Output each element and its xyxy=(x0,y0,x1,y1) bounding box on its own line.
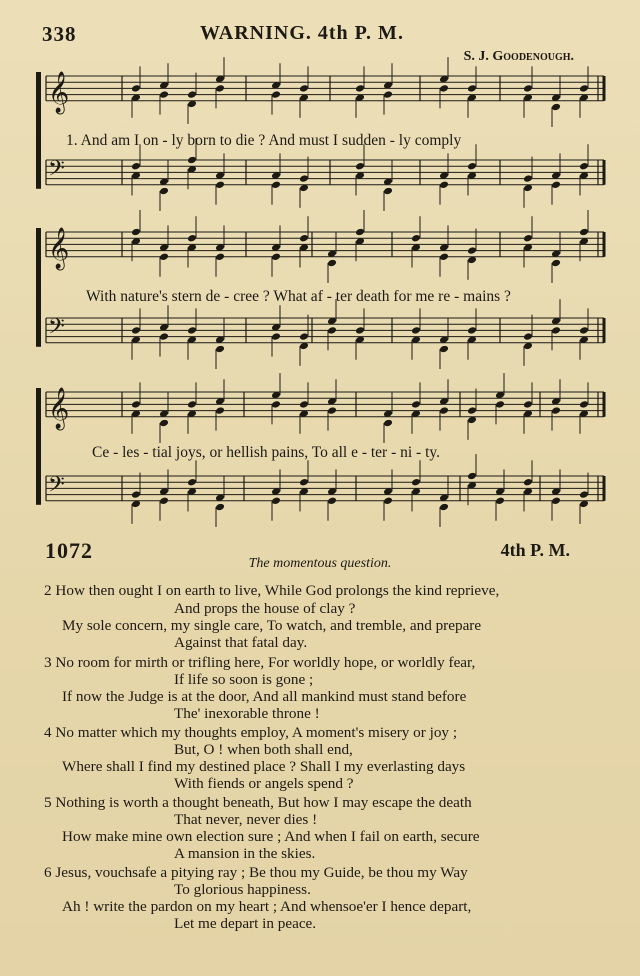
lyrics-line-3: Ce - les - tial joys, or hellish pains, To all e - ter - ni - ty. xyxy=(92,444,441,461)
notehead xyxy=(271,497,281,506)
notehead xyxy=(299,478,309,487)
notehead xyxy=(159,332,169,341)
notehead xyxy=(327,259,337,268)
notehead xyxy=(411,234,421,243)
notehead xyxy=(271,181,281,190)
notehead xyxy=(439,503,449,512)
notehead xyxy=(411,400,421,409)
notehead xyxy=(383,497,393,506)
notehead xyxy=(215,503,225,512)
notehead xyxy=(187,234,197,243)
notehead xyxy=(467,246,477,255)
bass-clef-icon: 𝄢 xyxy=(48,156,65,187)
verse-6-line-4: Let me depart in peace. xyxy=(174,915,317,932)
verse-2-line-3: My sole concern, my single care, To watch, and tremble, and prepare xyxy=(62,617,482,634)
notehead xyxy=(215,84,225,93)
notehead xyxy=(523,234,533,243)
notehead xyxy=(467,472,477,481)
verse-5-line-2: That never, never dies ! xyxy=(174,811,318,828)
notehead xyxy=(131,228,141,237)
notehead xyxy=(579,162,589,171)
notehead xyxy=(439,181,449,190)
notehead xyxy=(551,103,561,112)
system-bracket xyxy=(36,228,41,347)
bass-clef-icon: 𝄢 xyxy=(48,314,65,345)
notehead xyxy=(411,478,421,487)
tune-title: WARNING. 4th P. M. xyxy=(200,22,404,44)
notehead xyxy=(467,162,477,171)
notehead xyxy=(131,84,141,93)
verse-2-line-4: Against that fatal day. xyxy=(174,634,308,651)
notehead xyxy=(299,234,309,243)
verse-2-line-2: And props the house of clay ? xyxy=(174,600,356,617)
notehead xyxy=(579,84,589,93)
notehead xyxy=(579,326,589,335)
notehead xyxy=(355,162,365,171)
notehead xyxy=(551,406,561,415)
notehead xyxy=(131,326,141,335)
notehead xyxy=(215,181,225,190)
system-bracket xyxy=(36,388,41,505)
verse-3-line-4: The' inexorable throne ! xyxy=(174,705,320,722)
notehead xyxy=(355,228,365,237)
treble-clef-icon: 𝄞 xyxy=(48,227,70,269)
notehead xyxy=(131,162,141,171)
notehead xyxy=(187,90,197,99)
verse-6-line-2: To glorious happiness. xyxy=(174,881,311,898)
notehead xyxy=(215,253,225,262)
verse-4-line-4: With fiends or angels spend ? xyxy=(174,775,354,792)
system-bracket xyxy=(36,72,41,189)
notehead xyxy=(327,326,337,335)
notehead xyxy=(271,253,281,262)
verse-3-line-3: If now the Judge is at the door, And all mankind must stand before xyxy=(62,688,467,705)
notehead xyxy=(215,345,225,354)
notehead xyxy=(299,174,309,183)
treble-clef-icon: 𝄞 xyxy=(48,71,70,113)
notehead xyxy=(411,326,421,335)
notehead xyxy=(159,497,169,506)
notehead xyxy=(215,406,225,415)
notehead xyxy=(187,326,197,335)
verse-5-line-1: 5 Nothing is worth a thought beneath, But how I may escape the death xyxy=(44,794,472,811)
hymn-meter: 4th P. M. xyxy=(500,540,570,560)
notehead xyxy=(327,497,337,506)
notehead xyxy=(299,400,309,409)
bass-clef-icon: 𝄢 xyxy=(48,472,65,503)
verse-5-line-3: How make mine own election sure ; And when I fail on earth, secure xyxy=(62,828,480,845)
hymn-subtitle: The momentous question. xyxy=(248,556,392,571)
verse-4-line-2: But, O ! when both shall end, xyxy=(174,741,353,758)
notehead xyxy=(523,478,533,487)
notehead xyxy=(271,90,281,99)
notehead xyxy=(579,400,589,409)
hymn-number: 1072 xyxy=(45,538,93,563)
notehead xyxy=(439,345,449,354)
notehead xyxy=(383,187,393,196)
notehead xyxy=(271,332,281,341)
notehead xyxy=(355,84,365,93)
notehead xyxy=(523,332,533,341)
lyrics-line-1: 1. And am I on - ly born to die ? And must I sudden - ly comply xyxy=(66,132,462,149)
notehead xyxy=(551,181,561,190)
notehead xyxy=(467,406,477,415)
notehead xyxy=(439,406,449,415)
verse-5-line-4: A mansion in the skies. xyxy=(174,845,316,862)
verse-4-line-3: Where shall I find my destined place ? Shall I my everlasting days xyxy=(62,758,466,775)
verse-6-line-1: 6 Jesus, vouchsafe a pitying ray ; Be thou my Guide, be thou my Way xyxy=(44,864,468,881)
notehead xyxy=(467,84,477,93)
verse-4-line-1: 4 No matter which my thoughts employ, A moment's misery or joy ; xyxy=(44,724,458,741)
notehead xyxy=(159,419,169,428)
notehead xyxy=(187,156,197,165)
composer: S. J. Goodenough. xyxy=(463,49,574,64)
notehead xyxy=(159,90,169,99)
lyrics-line-2: With nature's stern de - cree ? What af - ter death for me re - mains ? xyxy=(86,288,511,305)
notehead xyxy=(327,406,337,415)
notehead xyxy=(523,84,533,93)
notehead xyxy=(495,400,505,409)
notehead xyxy=(579,228,589,237)
notehead xyxy=(495,497,505,506)
notehead xyxy=(467,326,477,335)
notehead xyxy=(439,84,449,93)
notehead xyxy=(579,490,589,499)
notehead xyxy=(439,253,449,262)
notehead xyxy=(299,332,309,341)
notehead xyxy=(383,419,393,428)
verse-6-line-3: Ah ! write the pardon on my heart ; And whensoe'er I hence depart, xyxy=(62,898,472,915)
notehead xyxy=(355,326,365,335)
notehead xyxy=(551,326,561,335)
notehead xyxy=(271,400,281,409)
verse-3-line-2: If life so soon is gone ; xyxy=(174,671,314,688)
notehead xyxy=(383,90,393,99)
notehead xyxy=(551,497,561,506)
page-number: 338 xyxy=(42,22,77,46)
notehead xyxy=(159,253,169,262)
verse-2-line-1: 2 How then ought I on earth to live, While God prolongs the kind reprieve, xyxy=(44,582,500,599)
notehead xyxy=(523,174,533,183)
notehead xyxy=(187,400,197,409)
notehead xyxy=(299,84,309,93)
notehead xyxy=(159,187,169,196)
notehead xyxy=(131,400,141,409)
notehead xyxy=(187,478,197,487)
verse-3-line-1: 3 No room for mirth or trifling here, For worldly hope, or worldly fear, xyxy=(44,654,476,671)
notehead xyxy=(523,400,533,409)
notehead xyxy=(131,490,141,499)
notehead xyxy=(551,259,561,268)
treble-clef-icon: 𝄞 xyxy=(48,387,70,429)
